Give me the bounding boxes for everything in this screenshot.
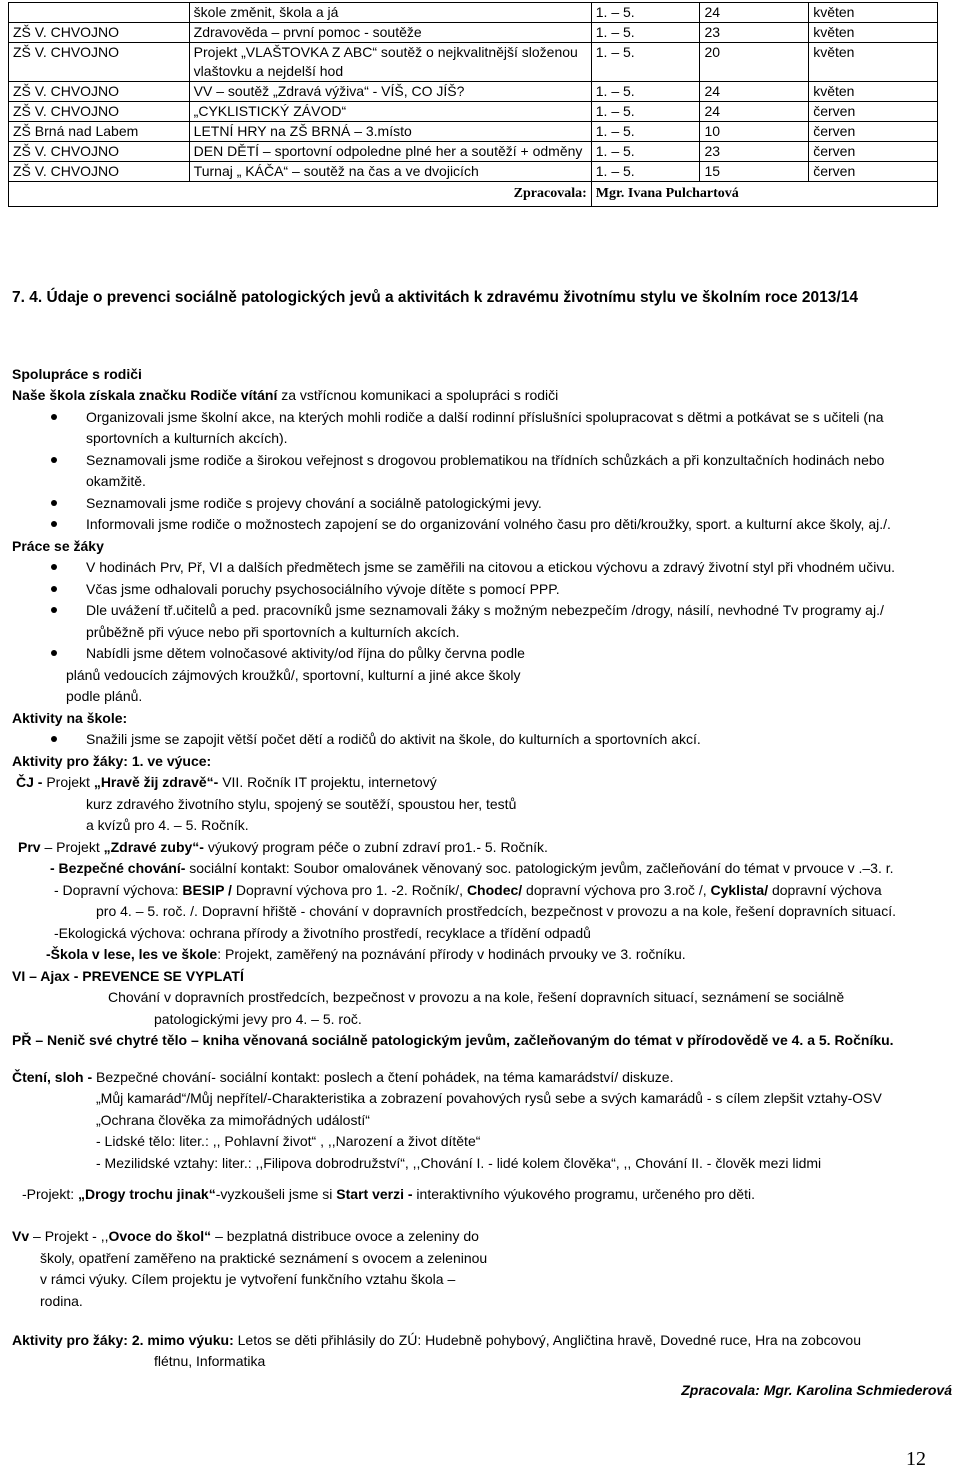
text-line: - Bezpečné chování- sociální kontakt: Soubor omalovánek věnovaný soc. patologickým jevům, začleňování do témat v prvouce v .–3. r. [50, 860, 894, 876]
table-row [9, 102, 938, 122]
text-line: Čtení, sloh - Bezpečné chování- sociální kontakt: poslech a čtení pohádek, na téma kamarádství/ diskuze. [12, 1069, 674, 1085]
table-cell: ZŠ V. CHVOJNO [9, 82, 190, 102]
table-cell: Turnaj „ KÁČA“ – soutěž na čas a ve dvojicích [189, 162, 591, 182]
text-line: patologickými jevy pro 4. – 5. roč. [154, 1011, 362, 1027]
table-cell: 23 [700, 23, 809, 43]
text-line: Naše škola získala značku Rodiče vítání za vstřícnou komunikaci a spolupráci s rodiči [12, 387, 559, 403]
table-cell: 1. – 5. [591, 23, 700, 43]
bullet-icon [51, 650, 57, 656]
text-line: okamžitě. [86, 473, 146, 489]
section-heading: 7. 4. Údaje o prevenci sociálně patologických jevů a aktivitách k zdravému životnímu stylu ve školním roce 2013/14 [12, 289, 858, 306]
bullet-icon [51, 586, 57, 592]
bullet-item-text: Nabídli jsme dětem volnočasové aktivity/od října do půlky června podle [86, 645, 525, 661]
bullet-item-text: Seznamovali jsme rodiče a širokou veřejnost s drogovou problematikou na třídních schůzkách a při konzultačních hodinách nebo [86, 452, 885, 468]
text-line: PŘ – Nenič své chytré tělo – kniha věnovaná sociálně patologickým jevům, začleňovaným do témat v přírodovědě ve 4. a 5. Ročníku. [12, 1032, 894, 1048]
bullet-item-text: Snažili jsme se zapojit větší počet dětí a rodičů do aktivit na škole, do kulturních a sportovních akcí. [86, 731, 701, 747]
table-cell: „CYKLISTICKÝ ZÁVOD“ [189, 102, 591, 122]
bullet-item-text: Včas jsme odhalovali poruchy psychosociálního vývoje dítěte s pomocí PPP. [86, 581, 560, 597]
text-line: -Škola v lese, les ve škole: Projekt, zaměřený na poznávání přírody v hodinách prvouky ve 3. ročníku. [46, 946, 686, 962]
text-line: flétnu, Informatika [154, 1353, 266, 1369]
table-cell: 1. – 5. [591, 3, 700, 23]
text-line: Aktivity pro žáky: 2. mimo výuku: Letos se děti přihlásily do ZÚ: Hudebně pohybový, Angličtina hravě, Dovedné ruce, Hra na zobcovou [12, 1332, 861, 1348]
text-line: školy, opatření zaměřeno na praktické seznámení s ovocem a zeleninou [40, 1250, 488, 1266]
text-line: průběžně při výuce nebo při sportovních a kulturních akcích. [86, 624, 460, 640]
text-line: kurz zdravého životního stylu, spojený se soutěží, spoustou her, testů [86, 796, 517, 812]
table-cell: 1. – 5. [591, 142, 700, 162]
text-line: - Mezilidské vztahy: liter.: ,,Filipova dobrodružství“, ,,Chování I. - lidé kolem člověka“, ,, Chování II. - člověk mezi lidmi [96, 1155, 822, 1171]
text-line: sportovních a kulturních akcích). [86, 430, 288, 446]
text-line: Aktivity na škole: [12, 710, 128, 726]
text-line: VI – Ajax - PREVENCE SE VYPLATÍ [12, 968, 244, 984]
text-line: - Lidské tělo: liter.: ,, Pohlavní život“ , ,,Narození a život dítěte“ [96, 1133, 481, 1149]
table-cell: 20 [700, 43, 809, 82]
table-row [9, 122, 938, 142]
bullet-icon [51, 521, 57, 527]
table-cell: květen [809, 43, 938, 82]
text-line: ČJ - Projekt „Hravě žij zdravě“- VII. Ročník IT projektu, internetový [16, 774, 437, 790]
bullet-item-text: Dle uvážení tř.učitelů a ped. pracovníků jsme seznamovali žáky s možným nebezpečím /drogy, násilí, nevhodné Tv programy aj./ [86, 602, 884, 618]
bullet-item-text: Seznamovali jsme rodiče s projevy chování a sociálně patologickými jevy. [86, 495, 542, 511]
table-cell: škole změnit, škola a já [189, 3, 591, 23]
text-line: a kvízů pro 4. – 5. Ročník. [86, 817, 249, 833]
table-cell: červen [809, 142, 938, 162]
text-line: Chování v dopravních prostředcích, bezpečnost v provozu a na kole, řešení dopravních situací, seznámení se sociálně [108, 989, 845, 1005]
text-line: plánů vedoucích zájmových kroužků/, sportovní, kulturní a jiné akce školy [66, 667, 521, 683]
text-line: pro 4. – 5. roč. /. Dopravní hřiště - chování v dopravních prostředcích, bezpečnost v provozu a na kole, řešení dopravních situací. [96, 903, 896, 919]
text-line: „Ochrana člověka za mimořádných událostí“ [96, 1112, 370, 1128]
text-line: Spolupráce s rodiči [12, 366, 142, 382]
table-cell: červen [809, 162, 938, 182]
table-row [9, 142, 938, 162]
table-row [9, 23, 938, 43]
table-cell: ZŠ V. CHVOJNO [9, 23, 190, 43]
text-line: -Projekt: „Drogy trochu jinak“-vyzkoušeli jsme si Start verzi - interaktivního výukového programu, určeného pro děti. [22, 1186, 755, 1202]
table-cell: 1. – 5. [591, 162, 700, 182]
bullet-item-text: Organizovali jsme školní akce, na kterých mohli rodiče a další rodinní příslušníci spolupracovat s dětmi a potkávat se s učiteli (na [86, 409, 884, 425]
table-cell: květen [809, 23, 938, 43]
text-line: v rámci výuky. Cílem projektu je vytvoření funkčního vztahu škola – [40, 1271, 456, 1287]
table-cell: ZŠ V. CHVOJNO [9, 142, 190, 162]
table-cell: 10 [700, 122, 809, 142]
table-cell: květen [809, 82, 938, 102]
bullet-icon [51, 607, 57, 613]
table-cell: 24 [700, 3, 809, 23]
activities-table [8, 2, 938, 207]
table-cell: 15 [700, 162, 809, 182]
table-cell: 24 [700, 102, 809, 122]
table-cell: ZŠ Brná nad Labem [9, 122, 190, 142]
table-cell: 1. – 5. [591, 43, 700, 82]
prepared-by-label: Zpracovala: [9, 182, 592, 207]
table-cell: 1. – 5. [591, 102, 700, 122]
table-cell: 23 [700, 142, 809, 162]
table-cell: červen [809, 102, 938, 122]
table-cell: ZŠ V. CHVOJNO [9, 102, 190, 122]
table-cell: Projekt „VLAŠTOVKA Z ABC“ soutěž o nejkvalitnější složenou vlaštovku a nejdelší hod [189, 43, 591, 82]
table-cell: 24 [700, 82, 809, 102]
text-line: -Ekologická výchova: ochrana přírody a životního prostředí, recyklace a třídění odpadů [54, 925, 591, 941]
text-line: Prv – Projekt „Zdravé zuby“- výukový program péče o zubní zdraví pro1.- 5. Ročník. [18, 839, 548, 855]
signature: Zpracovala: Mgr. Karolina Schmiederová [681, 1382, 952, 1398]
table-footer-row [9, 182, 938, 207]
table-cell: DEN DĚTÍ – sportovní odpoledne plné her a soutěží + odměny [189, 142, 591, 162]
table-cell: ZŠ V. CHVOJNO [9, 162, 190, 182]
bullet-icon [51, 564, 57, 570]
bullet-icon [51, 414, 57, 420]
bullet-icon [51, 500, 57, 506]
table-row [9, 43, 938, 82]
text-line: Vv – Projekt - ,,Ovoce do škol“ – bezplatná distribuce ovoce a zeleniny do [12, 1228, 479, 1244]
page-number: 12 [906, 1448, 926, 1470]
table-cell: VV – soutěž „Zdravá výživa“ - VÍŠ, CO JÍŠ? [189, 82, 591, 102]
text-line: „Můj kamarád“/Můj nepřítel/-Charakteristika a zobrazení povahových rysů sebe a svých kamarádů - s cílem zlepšit vztahy-OSV [96, 1090, 882, 1106]
text-line: - Dopravní výchova: BESIP / Dopravní výchova pro 1. -2. Ročník/, Chodec/ dopravní výchova pro 3.roč /, Cyklista/ dopravní výchova [54, 882, 882, 898]
table-cell: 1. – 5. [591, 122, 700, 142]
table-cell: červen [809, 122, 938, 142]
bullet-icon [51, 736, 57, 742]
table-row [9, 82, 938, 102]
bullet-icon [51, 457, 57, 463]
text-line: podle plánů. [66, 688, 143, 704]
table-cell: ZŠ V. CHVOJNO [9, 43, 190, 82]
prepared-by-name: Mgr. Ivana Pulchartová [591, 182, 937, 207]
table-cell [9, 3, 190, 23]
table-row [9, 162, 938, 182]
bullet-item-text: V hodinách Prv, Př, VI a dalších předmětech jsme se zaměřili na citovou a etickou výchovu a zdravý životní styl při vhodném učivu. [86, 559, 895, 575]
table-row [9, 3, 938, 23]
text-line: rodina. [40, 1293, 83, 1309]
table-cell: 1. – 5. [591, 82, 700, 102]
table-cell: Zdravověda – první pomoc - soutěže [189, 23, 591, 43]
text-line: Práce se žáky [12, 538, 104, 554]
bullet-item-text: Informovali jsme rodiče o možnostech zapojení se do organizování volného času pro děti/kroužky, sport. a kulturní akce školy, aj./. [86, 516, 891, 532]
table-cell: květen [809, 3, 938, 23]
text-line: Aktivity pro žáky: 1. ve výuce: [12, 753, 212, 769]
table-cell: LETNÍ HRY na ZŠ BRNÁ – 3.místo [189, 122, 591, 142]
